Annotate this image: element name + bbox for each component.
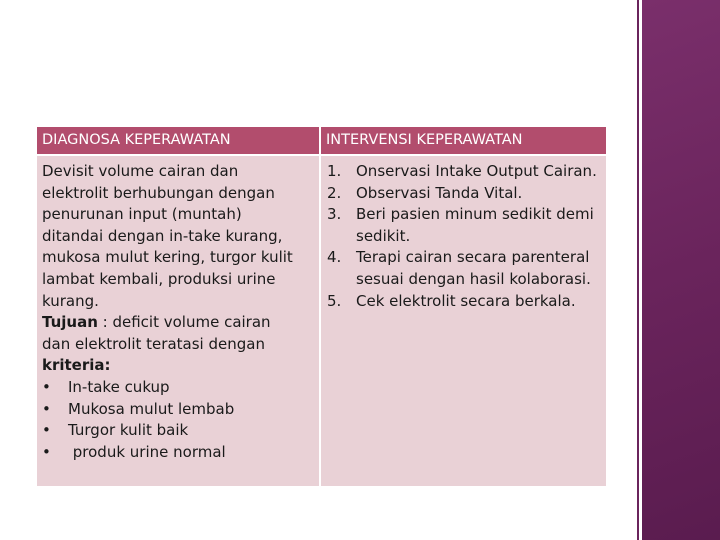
decorative-side-panel: [642, 0, 720, 540]
criteria-label: kriteria:: [42, 356, 111, 375]
diagnosis-line: penurunan input (muntah): [42, 205, 242, 224]
item-number: 4.: [327, 248, 342, 267]
intervention-item: [327, 291, 606, 313]
item-number: 3.: [327, 205, 342, 224]
item-text: Observasi Tanda Vital.: [356, 183, 523, 202]
header-diagnosis: DIAGNOSA KEPERAWATAN: [37, 127, 319, 154]
criteria-text: In-take cukup: [68, 377, 170, 396]
goal-text: : deficit volume cairan: [97, 313, 271, 332]
header-intervention: INTERVENSI KEPERAWATAN: [321, 127, 606, 154]
goal-label: Tujuan: [42, 313, 98, 332]
diagnosis-line: Devisit volume cairan dan: [42, 162, 239, 180]
criteria-item: [42, 442, 319, 464]
item-text: Beri pasien minum sedikit demi sedikit.: [356, 205, 594, 245]
intervention-cell: [321, 156, 606, 486]
bullet-icon: •: [42, 377, 51, 396]
bullet-icon: •: [42, 399, 51, 418]
bullet-icon: •: [42, 442, 51, 461]
intervention-item: [327, 204, 606, 247]
intervention-item: [327, 161, 606, 183]
side-divider-line: [637, 0, 639, 540]
intervention-item: [327, 247, 606, 290]
nursing-care-table: [37, 127, 606, 486]
diagnosis-line: lambat kembali, produksi urine: [42, 269, 276, 288]
criteria-text: produk urine normal: [68, 442, 226, 461]
goal-line-2: dan elektrolit teratasi dengan: [42, 334, 265, 353]
criteria-text: Mukosa mulut lembab: [68, 399, 235, 418]
item-text: Onservasi Intake Output Cairan.: [356, 162, 597, 180]
item-number: 5.: [327, 291, 342, 310]
criteria-item: [42, 377, 319, 399]
item-text: Cek elektrolit secara berkala.: [356, 291, 576, 310]
item-number: 2.: [327, 183, 342, 202]
diagnosis-line: mukosa mulut kering, turgor kulit: [42, 248, 293, 267]
criteria-text: Turgor kulit baik: [68, 421, 189, 440]
diagnosis-line: ditandai dengan in-take kurang,: [42, 226, 283, 245]
diagnosis-cell: [37, 156, 319, 486]
diagnosis-line: elektrolit berhubungan dengan: [42, 183, 275, 202]
goal-line: [42, 312, 319, 334]
criteria-item: [42, 399, 319, 421]
criteria-item: [42, 420, 319, 442]
item-text: Terapi cairan secara parenteral sesuai dengan hasil kolaborasi.: [356, 248, 591, 288]
bullet-icon: •: [42, 421, 51, 440]
item-number: 1.: [327, 162, 342, 180]
diagnosis-line: kurang.: [42, 291, 99, 310]
intervention-item: [327, 183, 606, 205]
